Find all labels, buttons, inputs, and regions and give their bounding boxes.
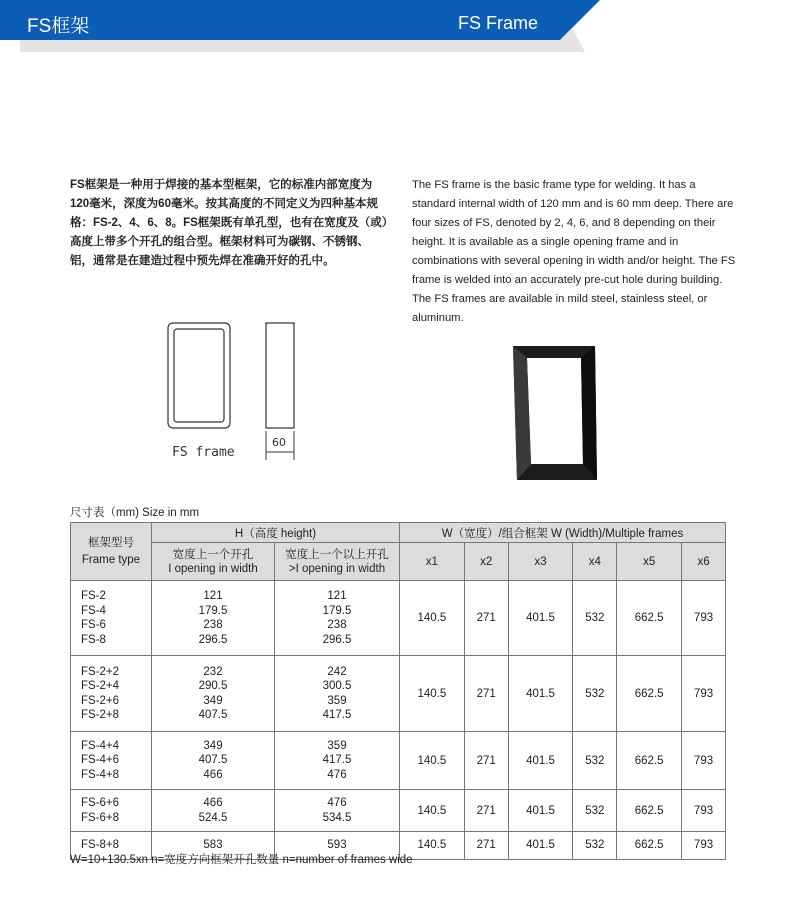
frame-type-item: FS-6 [81,619,106,631]
height-single-cell [152,581,275,656]
height-multi-cell [275,790,400,832]
width-x6-cell: 793 [682,790,726,832]
frame-type-item: FS-2+2 [81,665,120,678]
width-x1-cell: 140.5 [400,581,465,656]
height-value: 232 [203,665,223,678]
table-row [71,732,726,790]
footnote: W=10+130.5xn n=宽度方向框架开孔数量 n=number of frames wide [70,854,413,866]
height-value: 238 [327,619,347,631]
width-x1-cell: 140.5 [400,832,465,860]
width-x5-cell: 662.5 [617,832,682,860]
height-value: 476 [327,797,347,809]
frame-type-item: FS-4+8 [81,768,120,781]
width-x5-cell: 662.5 [617,732,682,790]
width-x2-cell: 271 [464,832,508,860]
frame-type-cell [71,581,152,656]
drawing-label: FS frame [172,445,235,460]
intro-text-cn: FS框架是一种用于焊接的基本型框架，它的标准内部宽度为120毫米，深度为60毫米。按其高度的不同定义为四种基本规格：FS-2、4、6、8。FS框架既有单孔型，也有在宽度及（或）高度上带多个开孔的组合型。框架材料可为碳钢、不锈钢、铝，通常是在建造过程中预先焊在准确开好的孔中。 [70,179,388,267]
height-value: 524.5 [198,811,228,824]
height-value: 417.5 [322,709,352,721]
col-height-multi [275,543,400,581]
height-value: 290.5 [198,680,228,692]
width-x3-cell: 401.5 [508,656,573,732]
height-value: 121 [203,590,223,602]
height-value: 238 [203,619,223,631]
height-single-cell [152,732,275,790]
width-x4-cell: 532 [573,732,617,790]
height-value: 359 [327,739,347,752]
col-height-multi-cn: 宽度上一个以上开孔 [285,548,389,561]
col-height-single [152,543,275,581]
size-table [70,522,726,860]
col-height-multi-en: >I opening in width [288,562,386,575]
frame-type-cell [71,732,152,790]
width-x2-cell: 271 [464,581,508,656]
height-value: 179.5 [322,604,352,617]
frame-type-item: FS-4 [81,604,106,617]
height-value: 593 [327,839,347,851]
frame-type-item: FS-2+8 [81,709,120,721]
table-row [71,656,726,732]
height-value: 466 [203,768,223,781]
height-value: 349 [203,694,223,707]
height-value: 300.5 [322,680,352,692]
frame-type-cell [71,790,152,832]
frame-type-item: FS-6+8 [81,811,120,824]
height-value: 407.5 [198,754,228,767]
width-x4-cell: 532 [573,832,617,860]
width-x6-cell: 793 [682,832,726,860]
frame-type-item: FS-8 [81,633,106,646]
col-x4: x4 [573,543,617,581]
col-height-single-cn: 宽度上一个开孔 [172,548,254,561]
height-value: 359 [327,694,347,707]
height-value: 417.5 [322,754,352,767]
col-frame-type-cn: 框架型号 [88,536,134,549]
frame-type-item: FS-2+6 [81,694,120,707]
intro-text-en: The FS frame is the basic frame type for welding. It has a standard internal width of 120 mm and is 60 mm deep. There are four sizes of FS, denoted by 2, 4, 6, and 8 depending on their height. It is available as a single opening frame and in combinations with several opening in width and/or height. The FS frame is welded into an accurately pre-cut hole during building. The FS frames are available in mild steel, stainless steel, or aluminum. [412,179,736,324]
width-x6-cell: 793 [682,732,726,790]
frame-outline [168,323,230,428]
frame-opening [174,329,224,422]
frame-type-cell [71,656,152,732]
col-x6: x6 [682,543,726,581]
height-multi-cell [275,732,400,790]
height-single-cell [152,656,275,732]
width-x1-cell: 140.5 [400,790,465,832]
width-x2-cell: 271 [464,732,508,790]
width-x4-cell: 532 [573,790,617,832]
height-value: 296.5 [322,633,352,646]
col-height-single-en: I opening in width [168,562,258,575]
header-banner [0,0,600,58]
width-x4-cell: 532 [573,656,617,732]
frame-drawing [160,315,320,465]
frame-type-item: FS-6+6 [81,797,120,809]
width-x2-cell: 271 [464,656,508,732]
frame-type-item: FS-2+4 [81,680,120,692]
frame-type-item: FS-4+6 [81,754,120,767]
header-title-cn: FS框架 [27,16,90,37]
height-value: 349 [203,739,223,752]
width-x1-cell: 140.5 [400,656,465,732]
height-value: 476 [327,768,347,781]
width-x6-cell: 793 [682,581,726,656]
height-value: 242 [327,665,347,678]
height-value: 583 [203,839,223,851]
height-value: 407.5 [198,709,228,721]
frame-type-item: FS-4+4 [81,739,120,752]
width-x2-cell: 271 [464,790,508,832]
width-x5-cell: 662.5 [617,581,682,656]
col-x1: x1 [400,543,465,581]
height-single-cell [152,790,275,832]
table-caption: 尺寸表（mm) Size in mm [70,507,200,519]
width-x3-cell: 401.5 [508,732,573,790]
header-title-en: FS Frame [458,13,539,33]
frame-type-item: FS-2 [81,590,106,602]
col-frame-type [71,523,152,581]
frame-type-item: FS-8+8 [81,839,120,851]
width-x3-cell: 401.5 [508,790,573,832]
table-row [71,581,726,656]
col-frame-type-en: Frame type [81,553,141,566]
table-row [71,790,726,832]
width-x3-cell: 401.5 [508,832,573,860]
col-x2: x2 [464,543,508,581]
width-x5-cell: 662.5 [617,656,682,732]
width-x3-cell: 401.5 [508,581,573,656]
frame-side-view [266,323,294,428]
height-value: 121 [327,590,347,602]
col-width: W（宽度）/组合框架 W (Width)/Multiple frames [400,523,726,543]
width-x5-cell: 662.5 [617,790,682,832]
width-x6-cell: 793 [682,656,726,732]
frame-photo [505,340,605,490]
height-value: 466 [203,797,223,809]
table-body [71,581,726,860]
width-x4-cell: 532 [573,581,617,656]
col-x5: x5 [617,543,682,581]
width-x1-cell: 140.5 [400,732,465,790]
dimension-label: 60 [272,436,286,449]
col-height: H（高度 height) [152,523,400,543]
height-value: 534.5 [322,811,352,824]
height-multi-cell [275,581,400,656]
height-value: 296.5 [198,633,228,646]
height-multi-cell [275,656,400,732]
height-value: 179.5 [198,604,228,617]
col-x3: x3 [508,543,573,581]
